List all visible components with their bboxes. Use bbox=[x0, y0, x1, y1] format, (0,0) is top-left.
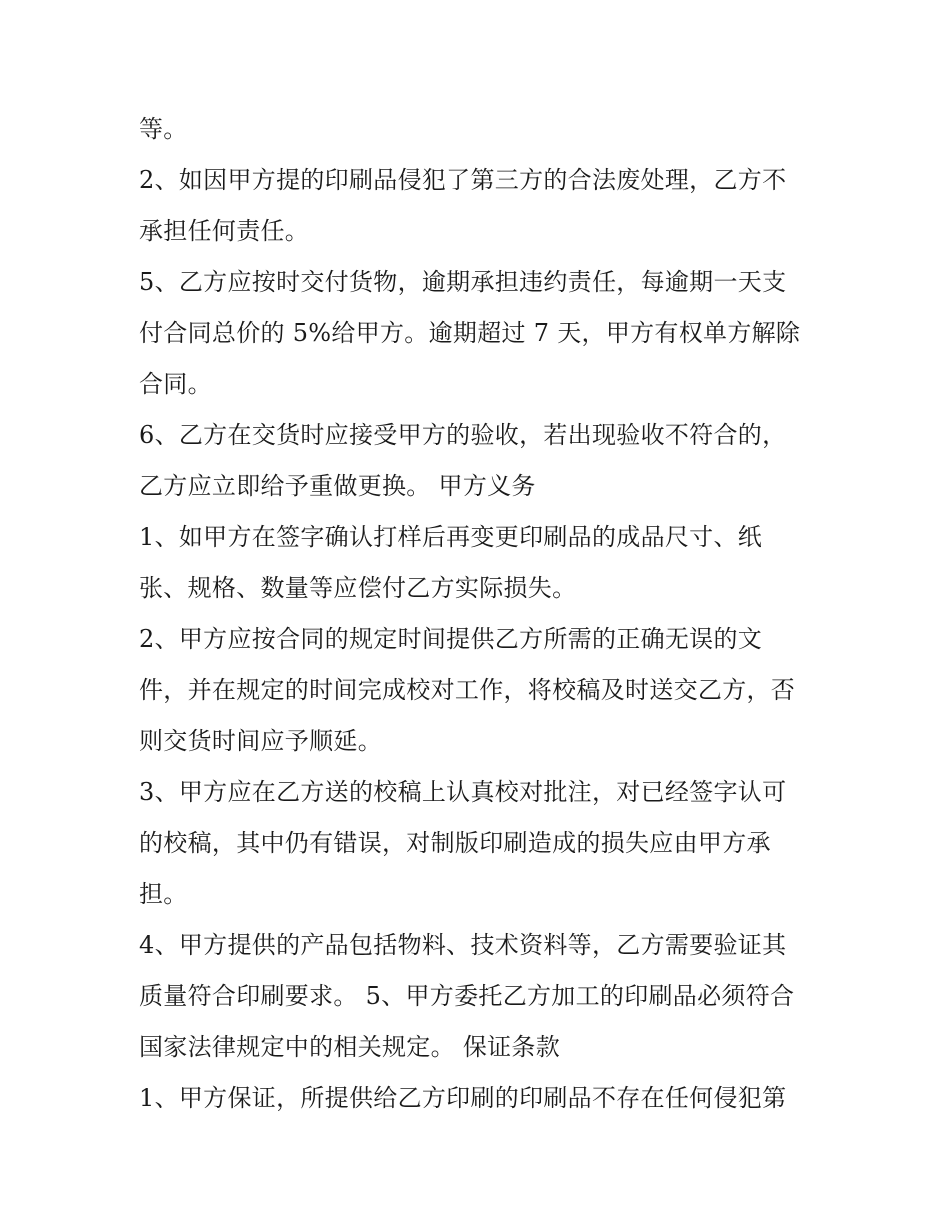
text-line: 担。 bbox=[139, 880, 188, 908]
text-line: 2、如因甲方提的印刷品侵犯了第三方的合法废处理，乙方不 bbox=[139, 166, 787, 194]
text-line: 付合同总价的 5%给甲方。逾期超过 7 天，甲方有权单方解除 bbox=[139, 319, 801, 347]
text-line: 合同。 bbox=[139, 370, 212, 398]
text-line: 5、乙方应按时交付货物，逾期承担违约责任，每逾期一天支 bbox=[139, 268, 787, 296]
text-line: 则交货时间应予顺延。 bbox=[139, 727, 382, 755]
text-line: 的校稿，其中仍有错误，对制版印刷造成的损失应由甲方承 bbox=[139, 829, 771, 857]
text-line: 3、甲方应在乙方送的校稿上认真校对批注，对已经签字认可 bbox=[139, 778, 787, 806]
text-line: 质量符合印刷要求。 5、甲方委托乙方加工的印刷品必须符合 bbox=[139, 982, 795, 1010]
text-line: 等。 bbox=[139, 115, 188, 143]
text-line: 6、乙方在交货时应接受甲方的验收，若出现验收不符合的， bbox=[139, 421, 787, 449]
text-line: 1、甲方保证，所提供给乙方印刷的印刷品不存在任何侵犯第 bbox=[139, 1084, 787, 1112]
text-line: 4、甲方提供的产品包括物料、技术资料等，乙方需要验证其 bbox=[139, 931, 787, 959]
text-line: 乙方应立即给予重做更换。 甲方义务 bbox=[139, 472, 536, 500]
text-line: 1、如甲方在签字确认打样后再变更印刷品的成品尺寸、纸 bbox=[139, 523, 763, 551]
contract-text-body bbox=[139, 104, 819, 1124]
text-line: 张、规格、数量等应偿付乙方实际损失。 bbox=[139, 574, 577, 602]
text-line: 2、甲方应按合同的规定时间提供乙方所需的正确无误的文 bbox=[139, 625, 763, 653]
text-line: 承担任何责任。 bbox=[139, 217, 310, 245]
text-line: 国家法律规定中的相关规定。 保证条款 bbox=[139, 1033, 561, 1061]
text-line: 件，并在规定的时间完成校对工作，将校稿及时送交乙方，否 bbox=[139, 676, 796, 704]
